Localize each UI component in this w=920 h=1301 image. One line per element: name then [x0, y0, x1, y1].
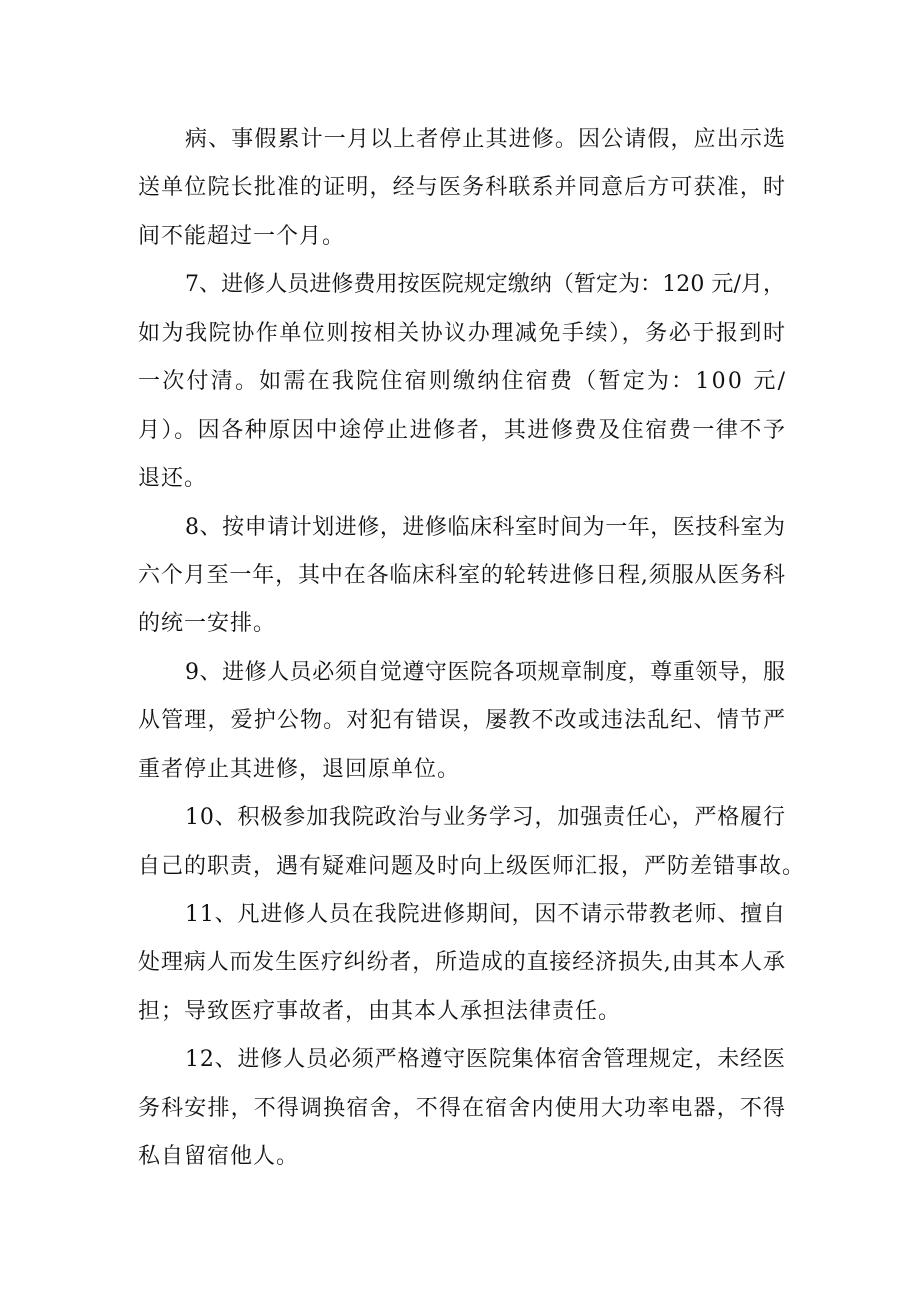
paragraph-8: [138, 504, 818, 649]
paragraph-11: [138, 891, 818, 1036]
text-line: 私自留宿他人。: [138, 1144, 300, 1170]
text-line: 退还。: [138, 466, 208, 492]
text-line: 务科安排，不得调换宿舍，不得在宿舍内使用大功率电器，不得: [138, 1095, 787, 1121]
paragraph-12: [138, 1036, 818, 1181]
text-line: 一次付清。如需在我院住宿则缴纳住宿费（暂定为：100 元/: [138, 369, 788, 395]
text-line: 8、按申请计划进修，进修临床科室时间为一年，医技科室为: [185, 514, 786, 540]
text-line: 间不能超过一个月。: [138, 223, 346, 249]
text-line: 如为我院协作单位则按相关协议办理减免手续），务必于报到时: [138, 320, 787, 346]
text-line: 六个月至一年，其中在各临床科室的轮转进修日程,须服从医务科: [138, 562, 786, 588]
text-line: 处理病人而发生医疗纠纷者，所造成的直接经济损失,由其本人承: [138, 950, 786, 976]
text-line: 送单位院长批准的证明，经与医务科联系并同意后方可获准，时: [138, 175, 787, 201]
paragraph-9: [138, 649, 818, 794]
text-line: 的统一安排。: [138, 611, 277, 637]
text-line: 10、积极参加我院政治与业务学习，加强责任心，严格履行: [185, 805, 786, 831]
text-line: 11、凡进修人员在我院进修期间，因不请示带教老师、擅自: [185, 902, 786, 927]
text-line: 9、进修人员必须自觉遵守医院各项规章制度，尊重领导，服: [185, 659, 786, 685]
text-line: 病、事假累计一月以上者停止其进修。因公请假，应出示选: [185, 127, 787, 152]
paragraph-10: [138, 794, 818, 891]
text-line: 12、进修人员必须严格遵守医院集体宿舍管理规定，未经医: [185, 1047, 786, 1073]
text-line: 7、进修人员进修费用按医院规定缴纳（暂定为：120 元/月，: [185, 272, 786, 298]
document-body: [138, 116, 818, 1182]
text-line: 担；导致医疗事故者，由其本人承担法律责任。: [138, 998, 622, 1024]
text-line: 从管理，爱护公物。对犯有错误，屡教不改或违法乱纪、情节严: [138, 708, 787, 734]
paragraph-7: [138, 261, 818, 503]
text-line: 重者停止其进修，退回原单位。: [138, 756, 461, 782]
paragraph-continuation: [138, 116, 818, 261]
text-line: 自己的职责，遇有疑难问题及时向上级医师汇报，严防差错事故。: [138, 853, 806, 879]
text-line: 月）。因各种原因中途停止进修者，其进修费及住宿费一律不予: [138, 417, 787, 443]
